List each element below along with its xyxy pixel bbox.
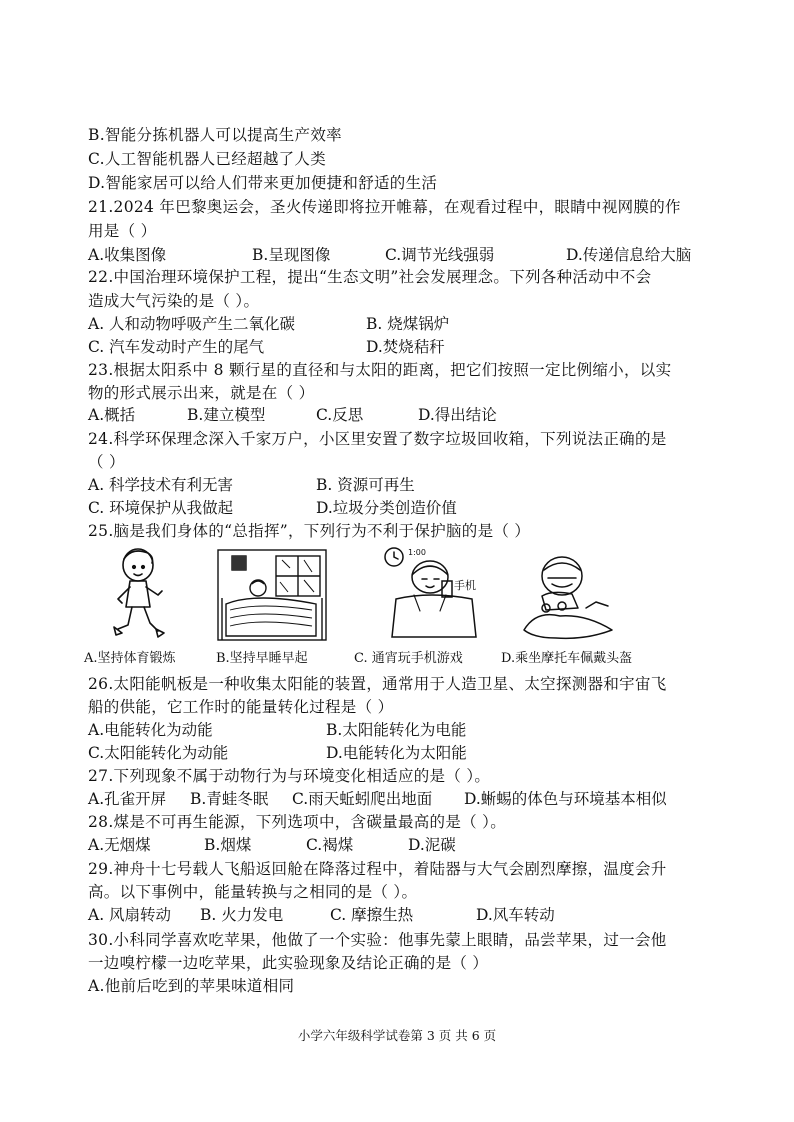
- q25-caption-a: A.坚持体育锻炼: [84, 651, 176, 666]
- q29-option-a[interactable]: A. 风扇转动: [88, 906, 172, 924]
- q24-option-d[interactable]: D.垃圾分类创造价值: [316, 499, 457, 517]
- child-in-bed-icon[interactable]: [216, 548, 328, 642]
- q21-option-b[interactable]: B.呈现图像: [252, 246, 331, 264]
- q24-stem-line1: 24.科学环保理念深入千家万户，小区里安置了数字垃圾回收箱，下列说法正确的是: [88, 430, 667, 448]
- q23-stem-line2: 物的形式展示出来，就是在（ ）: [88, 384, 315, 402]
- q23-stem-line1: 23.根据太阳系中 8 颗行星的直径和与太阳的距离，把它们按照一定比例缩小，以实: [88, 361, 672, 379]
- q22-option-b[interactable]: B. 烧煤锅炉: [366, 315, 450, 333]
- q29-options: [88, 904, 728, 926]
- q30-option-a[interactable]: A.他前后吃到的苹果味道相同: [88, 977, 295, 995]
- q24-options-row2: [88, 497, 728, 519]
- q26-options-row1: [88, 719, 728, 741]
- q21-stem-line2: 用是（ ）: [88, 222, 157, 240]
- q27-options: [88, 788, 728, 810]
- child-playing-phone-icon[interactable]: [380, 545, 490, 643]
- q24-stem-line2: （ ）: [88, 453, 125, 471]
- q26-options-row2: [88, 742, 728, 764]
- q29-option-b[interactable]: B. 火力发电: [200, 906, 284, 924]
- q22-stem-line2: 造成大气污染的是（ ）。: [88, 292, 260, 310]
- q27-option-c[interactable]: C.雨天蚯蚓爬出地面: [292, 790, 433, 808]
- q28-option-a[interactable]: A.无烟煤: [88, 836, 151, 854]
- q21-option-a[interactable]: A.收集图像: [88, 246, 167, 264]
- q30-stem-line1: 30.小科同学喜欢吃苹果，他做了一个实验：他事先蒙上眼睛，品尝苹果，过一会他: [88, 931, 667, 949]
- q24-options-row1: [88, 474, 728, 496]
- prev-option-c: C.人工智能机器人已经超越了人类: [88, 150, 327, 168]
- q25-caption-b: B.坚持早睡早起: [216, 651, 308, 666]
- q25-caption-c: C. 通宵玩手机游戏: [354, 651, 463, 666]
- q22-option-d[interactable]: D.焚烧秸秆: [366, 338, 445, 356]
- clock-time-label: 1:00: [408, 548, 426, 557]
- q21-options: [88, 244, 728, 266]
- q26-option-c[interactable]: C.太阳能转化为动能: [88, 744, 229, 762]
- q26-option-a[interactable]: A.电能转化为动能: [88, 721, 213, 739]
- q23-options: [88, 404, 728, 426]
- q22-options-row2: [88, 336, 728, 358]
- q29-option-c[interactable]: C. 摩擦生热: [330, 906, 414, 924]
- q26-stem-line2: 船的供能，它工作时的能量转化过程是（ ）: [88, 698, 394, 716]
- q23-option-c[interactable]: C.反思: [316, 406, 364, 424]
- q27-stem-line1: 27.下列现象不属于动物行为与环境变化相适应的是（ ）。: [88, 767, 491, 785]
- q26-stem-line1: 26.太阳能帆板是一种收集太阳能的装置，通常用于人造卫星、太空探测器和宇宙飞: [88, 675, 667, 693]
- phone-label: 手机: [454, 579, 476, 592]
- q28-option-b[interactable]: B.烟煤: [204, 836, 252, 854]
- q24-option-b[interactable]: B. 资源可再生: [316, 476, 415, 494]
- q30-stem-line2: 一边嗅柠檬一边吃苹果，此实验现象及结论正确的是（ ）: [88, 954, 489, 972]
- q24-option-a[interactable]: A. 科学技术有利无害: [88, 476, 234, 494]
- prev-option-b: B.智能分拣机器人可以提高生产效率: [88, 126, 342, 144]
- q29-stem-line1: 29.神舟十七号载人飞船返回舱在降落过程中，着陆器与大气会剧烈摩擦，温度会升: [88, 860, 667, 878]
- q28-options: [88, 834, 728, 856]
- q25-stem-line1: 25.脑是我们身体的“总指挥”，下列行为不利于保护脑的是（ ）: [88, 522, 531, 540]
- prev-option-d: D.智能家居可以给人们带来更加便捷和舒适的生活: [88, 174, 438, 192]
- child-helmet-motorcycle-icon[interactable]: [516, 550, 622, 642]
- q28-option-c[interactable]: C.褐煤: [306, 836, 354, 854]
- q27-option-d[interactable]: D.蜥蜴的体色与环境基本相似: [464, 790, 667, 808]
- q25-caption-d: D.乘坐摩托车佩戴头盔: [501, 651, 633, 666]
- q23-option-a[interactable]: A.概括: [88, 406, 136, 424]
- q21-stem-line1: 21.2024 年巴黎奥运会，圣火传递即将拉开帷幕，在观看过程中，眼睛中视网膜的作: [88, 198, 681, 216]
- q21-option-d[interactable]: D.传递信息给大脑: [566, 246, 692, 264]
- q29-option-d[interactable]: D.风车转动: [476, 906, 555, 924]
- q23-option-d[interactable]: D.得出结论: [418, 406, 497, 424]
- q27-option-a[interactable]: A.孔雀开屏: [88, 790, 167, 808]
- q27-option-b[interactable]: B.青蛙冬眠: [190, 790, 269, 808]
- page-footer: 小学六年级科学试卷第 3 页 共 6 页: [297, 1028, 497, 1043]
- q26-option-d[interactable]: D.电能转化为太阳能: [326, 744, 467, 762]
- q24-option-c[interactable]: C. 环境保护从我做起: [88, 499, 234, 517]
- running-child-icon[interactable]: [104, 545, 176, 645]
- q22-stem-line1: 22.中国治理环境保护工程，提出“生态文明”社会发展理念。下列各种活动中不会: [88, 268, 652, 286]
- q22-options-row1: [88, 313, 728, 335]
- q28-option-d[interactable]: D.泥碳: [408, 836, 456, 854]
- q21-option-c[interactable]: C.调节光线强弱: [385, 246, 495, 264]
- q29-stem-line2: 高。以下事例中，能量转换与之相同的是（ ）。: [88, 883, 418, 901]
- q26-option-b[interactable]: B.太阳能转化为电能: [326, 721, 467, 739]
- q28-stem-line1: 28.煤是不可再生能源，下列选项中，含碳量最高的是（ ）。: [88, 813, 507, 831]
- q22-option-a[interactable]: A. 人和动物呼吸产生二氧化碳: [88, 315, 296, 333]
- q23-option-b[interactable]: B.建立模型: [187, 406, 266, 424]
- q22-option-c[interactable]: C. 汽车发动时产生的尾气: [88, 338, 265, 356]
